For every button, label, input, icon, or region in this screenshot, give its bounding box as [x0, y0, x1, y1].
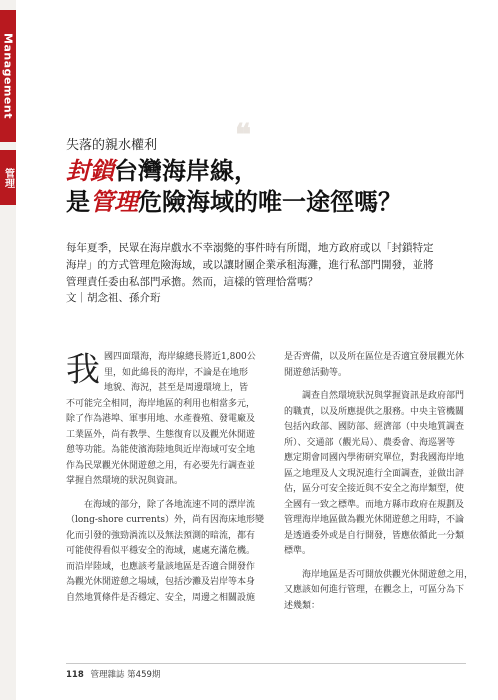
page-footer — [66, 668, 160, 680]
headline-text-2a: 是 — [66, 186, 90, 216]
headline-highlight-2: 管理 — [90, 186, 138, 216]
lead-line: 管理責任委由私部門承擔。然而，這樣的管理恰當嗎？ — [66, 276, 318, 288]
article-byline: 文｜胡念祖、孫介珩 — [66, 292, 161, 304]
lead-line: 每年夏季，民眾在海岸戲水不幸溺斃的事件時有所聞，地方政府或以「封鎖特定 — [66, 242, 434, 254]
article-headline — [66, 156, 402, 217]
body-line: 的職責，以及所應提供之服務。中央主管機關 — [284, 406, 465, 417]
body-line: 標準。 — [284, 546, 312, 556]
section-label-zh: 管理 — [2, 168, 14, 188]
body-line: 作為民眾觀光休閒遊憩之用，有必要先行調查並 — [66, 460, 256, 471]
body-line: 管理海岸地區做為觀光休閒遊憩之用時，不論 — [284, 515, 465, 525]
body-line: 所）、交通部（觀光局）、農委會、海巡署等 — [284, 437, 456, 448]
body-line: 國四面環海，海岸線總長將近1,800公 — [104, 352, 256, 362]
body-line: 地貌、海況，甚至是周邊環境上，皆 — [104, 383, 249, 393]
body-line: 閒遊憩活動等。 — [284, 367, 348, 378]
body-line: 估，區分可安全接近與不安全之海岸類型，使 — [284, 484, 465, 494]
sidebar — [0, 0, 16, 700]
section-label-en: Management — [1, 33, 15, 119]
body-line: 又應該如何進行管理，在觀念上，可區分為下 — [284, 585, 465, 595]
body-line: 可能使得看似平穩安全的海域，處處充滿危機。 — [66, 546, 256, 556]
body-line: （long-shore currents）外，尚有因海床地形變 — [66, 515, 265, 525]
body-line: 區之地理及人文現況進行全面調查，並做出評 — [284, 468, 465, 479]
body-column-left — [66, 350, 276, 606]
body-line: 工業區外，尚有教學、生態復育以及觀光休閒遊 — [66, 429, 256, 440]
lead-line: 海岸」的方式管理危險海域，或以讓財團企業承租海灘，進行私部門開發，並將 — [66, 259, 434, 271]
page-number: 118 — [66, 670, 84, 680]
body-line: 為觀光休閒遊憩之場域，包括沙灘及岩岸等本身 — [66, 577, 256, 587]
body-line: 除了作為港埠、軍事用地、水產養殖、發電廠及 — [66, 414, 256, 424]
body-line: 調查自然環境狀況與掌握資訊是政府部門 — [302, 391, 465, 401]
body-line: 里，如此綿長的海岸，不論是在地形 — [104, 367, 249, 378]
drop-cap: 我 — [66, 350, 100, 390]
body-line: 憩等功能。為能使濱海陸地與近岸海域可安全地 — [66, 445, 256, 455]
headline-text-1: 台灣海岸線， — [114, 156, 258, 185]
body-line: 是透過委外或是自行開發，皆應依循此一分類 — [284, 530, 465, 541]
body-line: 在海域的部分，除了各地流速不同的漂岸流 — [84, 499, 256, 510]
headline-highlight-1: 封鎖 — [66, 156, 114, 185]
article-kicker: 失落的親水權利 — [66, 138, 158, 153]
body-line: 應定期會同國內學術研究單位，對我國海岸地 — [284, 453, 465, 463]
headline-text-2b: 危險海域的唯一途徑嗎？ — [138, 186, 402, 216]
magazine-issue: 管理雜誌 第459期 — [90, 670, 161, 680]
body-column-right — [284, 350, 474, 614]
body-line: 述幾類： — [284, 600, 321, 611]
body-line: 自然地質條件是否穩定、安全，周邊之相關設施 — [66, 592, 256, 603]
body-line: 全國有一致之標準。而地方縣市政府在規劃及 — [284, 499, 465, 510]
body-line: 而沿岸陸域，也應該考量該地區是否適合開發作 — [66, 561, 256, 572]
body-line: 海岸地區是否可開放供觀光休閒遊憩之用， — [302, 569, 474, 580]
decorative-watermark: ❝ — [235, 118, 252, 153]
body-line: 是否齊備，以及所在區位是否適宜發展觀光休 — [284, 352, 465, 362]
headline-line-1 — [66, 156, 402, 187]
body-line: 掌握自然環境的狀況與資訊。 — [66, 476, 184, 486]
body-line: 包括內政部、國防部、經濟部（中央地質調查 — [284, 422, 465, 432]
headline-line-2 — [66, 187, 402, 218]
body-line: 不可能完全相同，海岸地區的利用也相當多元， — [66, 398, 256, 409]
footer-divider — [66, 663, 466, 664]
article-lead — [66, 240, 466, 291]
body-line: 化而引發的強勁渦流以及無法預測的暗流，都有 — [66, 530, 256, 541]
